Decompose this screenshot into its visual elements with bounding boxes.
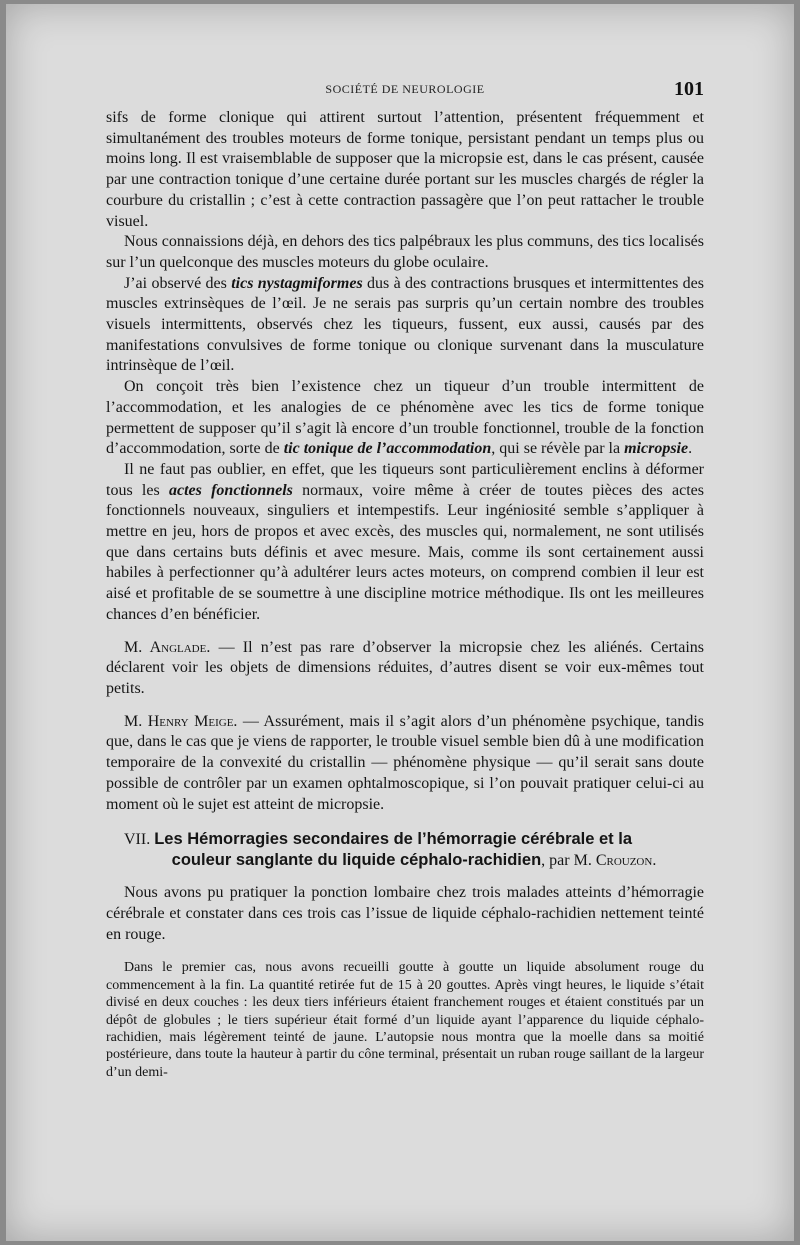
scanned-page xyxy=(6,4,794,1241)
text-run: — Il n’est pas rare d’observer la micropsie chez les aliénés. Certains déclarent voir les objets de dimensions réduites, d’autres disent se voir eux-mêmes tout petits. xyxy=(106,638,704,697)
paragraph-4 xyxy=(106,377,704,460)
text-run: Il ne faut pas oublier, en effet, que les tiqueurs sont particulièrement enclins à déformer tous les xyxy=(106,460,704,499)
page-header xyxy=(106,78,704,104)
body-text xyxy=(106,108,704,1081)
paragraph-9-small: Dans le premier cas, nous avons recueilli goutte à goutte un liquide absolument rouge du commencement à la fin. La quantité retirée fut de 15 à 20 gouttes. Après vingt heures, le liquide s’était divisé en deux couches : les deux tiers inférieurs étaient franchement rouges et étaient constitués par un dépôt de globules ; le tiers supérieur était formé d’un liquide ayant l’apparence du liquide céphalo-rachidien, mais légèrement teinté de jaune. L’autopsie nous montra que la moelle dans sa moitié postérieure, dans toute la hauteur à partir du cône terminal, présentait un ruban rouge saillant de la largeur d’un demi- xyxy=(106,960,704,1080)
text-run: On conçoit très bien l’existence chez un tiqueur d’un trouble intermittent de l’accommodation, et les analogies de ce phénomène avec les tics de forme tonique permettent de supposer qu’il s’agit là encore d’un trouble fonctionnel, trouble de la fonction d’accommodation, sorte de xyxy=(106,378,704,458)
text-run: , qui se révèle par la xyxy=(491,440,625,458)
section-title-line1: Les Hémorragies secondaires de l’hémorragie cérébrale et la xyxy=(154,830,633,849)
paragraph-8: Nous avons pu pratiquer la ponction lombaire chez trois malades atteints d’hémorragie cérébrale et constater dans ces trois cas l’issue de liquide céphalo-rachidien nettement teinté en rouge. xyxy=(106,884,704,943)
text-run: J’ai observé des xyxy=(124,274,232,292)
text-run: dus à des contractions brusques et intermittentes des muscles extrinsèques de l’œil. Je ne serais pas surpris qu’un certain nombre des troubles visuels intermittents, observés chez les tiqueurs, fussent, eux aussi, causés par des manifestations convulsives de forme tonique ou clonique survenant dans la musculature intrinsèque de l’œil. xyxy=(106,274,704,375)
section-author: M. Crouzon. xyxy=(573,852,657,870)
section-heading xyxy=(106,829,704,871)
emphasis: actes fonctionnels xyxy=(168,481,293,499)
running-head: SOCIÉTÉ DE NEUROLOGIE xyxy=(325,82,485,96)
speaker-name: M. Anglade. xyxy=(124,638,211,656)
section-number: VII. xyxy=(124,831,151,849)
paragraph-2: Nous connaissions déjà, en dehors des tics palpébraux les plus communs, des tics localisés sur l’un quelconque des muscles moteurs du globe oculaire. xyxy=(106,233,704,271)
section-title-line2: couleur sanglante du liquide céphalo-rachidien xyxy=(171,851,542,870)
section-title-line2-wrap xyxy=(106,850,704,871)
paragraph-1: sifs de forme clonique qui attirent surtout l’attention, présentent fréquemment et simultanément des troubles moteurs de forme tonique, persistant pendant un temps plus ou moins long. Il est vraisemblable de supposer que la micropsie est, dans le cas présent, causée par une contraction tonique d’une certaine durée portant sur les muscles chargés de régler la courbure du cristallin ; c’est à cette contraction passagère que l’on peut rattacher le trouble visuel. xyxy=(106,109,704,230)
emphasis: micropsie xyxy=(624,440,689,458)
speaker-name: M. Henry Meige. xyxy=(124,712,238,730)
paragraph-meige xyxy=(106,712,704,816)
paragraph-3 xyxy=(106,274,704,378)
paragraph-5 xyxy=(106,460,704,626)
text-run: normaux, voire même à créer de toutes pièces des actes fonctionnels nouveaux, singuliers et intempestifs. Leur ingéniosité semble s’appliquer à mettre en jeu, hors de propos et avec excès, des muscles qui, normalement, ne sont utilisés que dans certains buts définis et avec mesure. Mais, comme ils sont certainement aussi habiles à perfectionner qu’à adultérer leurs actes moteurs, on comprend combien il leur est aisé et profitable de se soumettre à une discipline motrice méthodique. Ils ont les meilleures chances d’en bénéficier. xyxy=(106,481,704,623)
paragraph-anglade xyxy=(106,638,704,700)
text-run: . xyxy=(688,440,693,458)
emphasis: tics nystagmiformes xyxy=(231,274,363,292)
emphasis: tic tonique de l’accommodation xyxy=(283,440,492,458)
page-number: 101 xyxy=(674,78,704,100)
by-text: , par xyxy=(541,852,574,870)
text-run: — Assurément, mais il s’agit alors d’un phénomène psychique, tandis que, dans le cas que je viens de rapporter, le trouble visuel semble bien dû à une modification temporaire de la convexité du cristallin — phénomène physique — qu’il serait sans doute possible de contrôler par un examen ophtalmoscopique, si l’on pouvait pratiquer celui-ci au moment où le sujet est atteint de micropsie. xyxy=(106,712,705,813)
